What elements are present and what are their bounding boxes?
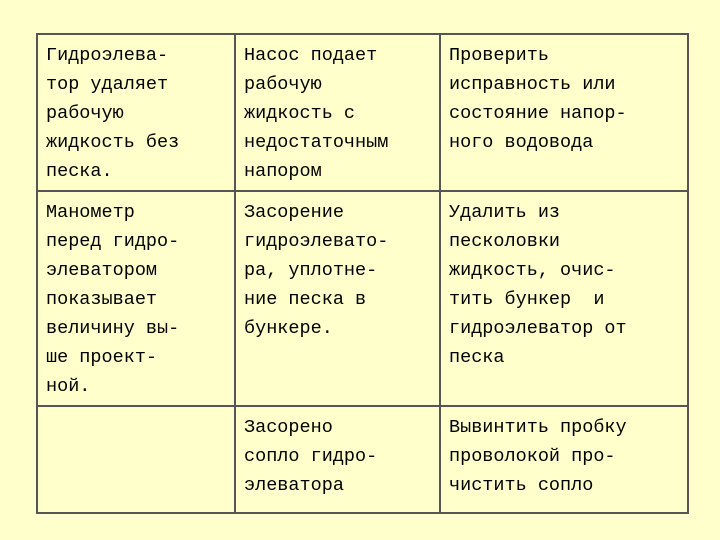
table-cell-cause: Насос подает рабочую жидкость с недостаточным напором <box>235 34 440 191</box>
table-row <box>37 191 688 406</box>
table-cell-symptom <box>37 406 235 513</box>
table-cell-symptom: Гидроэлева- тор удаляет рабочую жидкость без песка. <box>37 34 235 191</box>
table-row <box>37 34 688 191</box>
table-row <box>37 406 688 513</box>
table-cell-cause: Засорено сопло гидро- элеватора <box>235 406 440 513</box>
table-cell-remedy: Удалить из песколовки жидкость, очис- тить бункер и гидроэлеватор от песка <box>440 191 688 406</box>
table-cell-cause: Засорение гидроэлевато- ра, уплотне- ние песка в бункере. <box>235 191 440 406</box>
troubleshooting-table <box>36 33 689 514</box>
table-cell-remedy: Проверить исправность или состояние напор- ного водовода <box>440 34 688 191</box>
table-cell-remedy: Вывинтить пробку проволокой про- чистить сопло <box>440 406 688 513</box>
table-cell-symptom: Манометр перед гидро- элеватором показывает величину вы- ше проект- ной. <box>37 191 235 406</box>
